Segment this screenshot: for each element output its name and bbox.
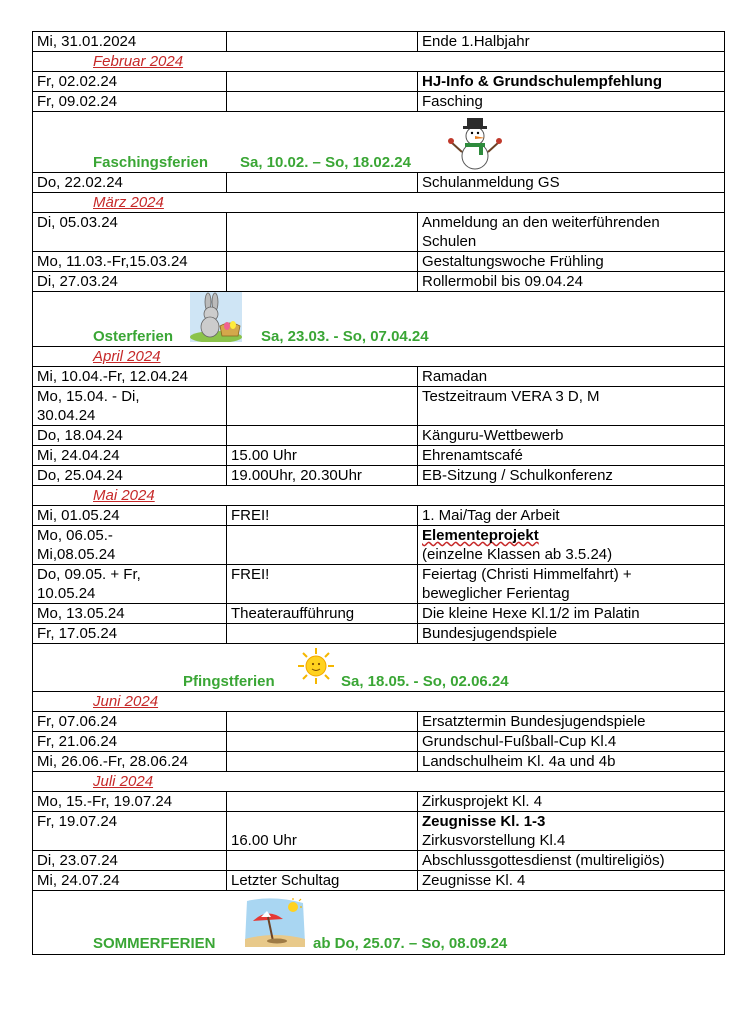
holiday-name: SOMMERFERIEN xyxy=(93,935,216,952)
holiday-dates: ab Do, 25.07. – So, 08.09.24 xyxy=(313,935,508,952)
table-row xyxy=(33,466,725,486)
event-cell: Ehrenamtscafé xyxy=(418,446,725,466)
month-header: Juni 2024 xyxy=(33,692,725,712)
date-line: 10.05.24 xyxy=(37,585,96,602)
event-cell: EB-Sitzung / Schulkonferenz xyxy=(418,466,725,486)
date-cell: Mi, 26.06.-Fr, 28.06.24 xyxy=(33,752,227,772)
event-cell: Testzeitraum VERA 3 D, M xyxy=(418,387,725,426)
holiday-name: Osterferien xyxy=(93,328,174,345)
holiday-row xyxy=(33,891,725,955)
time-cell: FREI! xyxy=(227,565,418,604)
event-cell: Känguru-Wettbewerb xyxy=(418,426,725,446)
event-cell: Bundesjugendspiele xyxy=(418,624,725,644)
holiday-row xyxy=(33,292,725,347)
snowman-icon xyxy=(445,114,505,172)
month-header-row xyxy=(33,692,725,712)
event-cell: 1. Mai/Tag der Arbeit xyxy=(418,506,725,526)
beach-umbrella-icon xyxy=(243,895,307,951)
table-row xyxy=(33,851,725,871)
month-header: Juli 2024 xyxy=(33,772,725,792)
table-row xyxy=(33,752,725,772)
event-line: beweglicher Ferientag xyxy=(422,585,570,602)
holiday-cell xyxy=(33,292,725,347)
table-row xyxy=(33,213,725,252)
table-row xyxy=(33,526,725,565)
calendar-table xyxy=(32,31,725,955)
table-row xyxy=(33,367,725,387)
event-cell: Ramadan xyxy=(418,367,725,387)
month-header: Mai 2024 xyxy=(33,486,725,506)
time-cell xyxy=(227,624,418,644)
event-cell: Ende 1.Halbjahr xyxy=(418,32,725,52)
holiday-cell xyxy=(33,891,725,955)
date-cell: Di, 23.07.24 xyxy=(33,851,227,871)
date-line: Mo, 06.05.- xyxy=(37,527,113,544)
table-row xyxy=(33,387,725,426)
table-row xyxy=(33,506,725,526)
time-cell xyxy=(227,272,418,292)
month-header-row xyxy=(33,772,725,792)
sun-icon xyxy=(296,646,336,686)
date-cell: Mi, 01.05.24 xyxy=(33,506,227,526)
table-row xyxy=(33,565,725,604)
event-line: Zeugnisse Kl. 1-3 xyxy=(422,813,546,830)
time-cell xyxy=(227,92,418,112)
time-cell: 19.00Uhr, 20.30Uhr xyxy=(227,466,418,486)
holiday-row xyxy=(33,644,725,692)
date-cell: Fr, 07.06.24 xyxy=(33,712,227,732)
date-cell: Mi, 31.01.2024 xyxy=(33,32,227,52)
holiday-dates: Sa, 23.03. - So, 07.04.24 xyxy=(261,328,429,345)
date-cell: Fr, 09.02.24 xyxy=(33,92,227,112)
date-cell: Di, 27.03.24 xyxy=(33,272,227,292)
event-line: Anmeldung an den weiterführenden xyxy=(422,214,660,231)
date-line: Mi,08.05.24 xyxy=(37,546,116,563)
time-cell xyxy=(227,752,418,772)
month-header-row xyxy=(33,52,725,72)
time-cell: 16.00 Uhr xyxy=(227,812,418,851)
date-cell: Do, 18.04.24 xyxy=(33,426,227,446)
event-cell: Rollermobil bis 09.04.24 xyxy=(418,272,725,292)
month-header-row xyxy=(33,193,725,213)
date-line: Mo, 15.04. - Di, xyxy=(37,388,140,405)
date-cell xyxy=(33,526,227,565)
date-cell: Fr, 19.07.24 xyxy=(33,812,227,851)
event-cell: Schulanmeldung GS xyxy=(418,173,725,193)
table-row xyxy=(33,92,725,112)
date-cell: Fr, 02.02.24 xyxy=(33,72,227,92)
month-header: März 2024 xyxy=(33,193,725,213)
table-row xyxy=(33,812,725,851)
holiday-dates: Sa, 10.02. – So, 18.02.24 xyxy=(240,154,411,171)
event-line: (einzelne Klassen ab 3.5.24) xyxy=(422,546,613,563)
event-cell: HJ-Info & Grundschulempfehlung xyxy=(418,72,725,92)
time-cell xyxy=(227,367,418,387)
table-row xyxy=(33,446,725,466)
holiday-name: Pfingstferien xyxy=(183,673,275,690)
event-cell: Landschulheim Kl. 4a und 4b xyxy=(418,752,725,772)
table-row xyxy=(33,426,725,446)
event-cell: Gestaltungswoche Frühling xyxy=(418,252,725,272)
event-cell: Abschlussgottesdienst (multireligiös) xyxy=(418,851,725,871)
time-cell xyxy=(227,792,418,812)
date-cell: Di, 05.03.24 xyxy=(33,213,227,252)
month-header-row xyxy=(33,347,725,367)
time-cell: FREI! xyxy=(227,506,418,526)
event-line: Elementeprojekt xyxy=(422,527,539,544)
table-row xyxy=(33,252,725,272)
holiday-row xyxy=(33,112,725,173)
holiday-cell xyxy=(33,644,725,692)
time-cell xyxy=(227,213,418,252)
month-header: Februar 2024 xyxy=(33,52,725,72)
date-line: 30.04.24 xyxy=(37,407,96,424)
date-cell xyxy=(33,387,227,426)
time-cell: 15.00 Uhr xyxy=(227,446,418,466)
event-line: Schulen xyxy=(422,233,477,250)
table-row xyxy=(33,173,725,193)
month-header: April 2024 xyxy=(33,347,725,367)
event-cell: Fasching xyxy=(418,92,725,112)
month-header-row xyxy=(33,486,725,506)
time-cell xyxy=(227,526,418,565)
date-cell: Fr, 17.05.24 xyxy=(33,624,227,644)
date-cell: Mo, 15.-Fr, 19.07.24 xyxy=(33,792,227,812)
time-cell xyxy=(227,426,418,446)
date-cell: Fr, 21.06.24 xyxy=(33,732,227,752)
event-cell xyxy=(418,213,725,252)
event-cell xyxy=(418,565,725,604)
event-cell: Ersatztermin Bundesjugendspiele xyxy=(418,712,725,732)
date-cell: Do, 22.02.24 xyxy=(33,173,227,193)
table-row xyxy=(33,712,725,732)
school-calendar xyxy=(32,31,724,955)
table-row xyxy=(33,72,725,92)
date-line: Do, 09.05. + Fr, xyxy=(37,566,141,583)
date-cell: Mo, 13.05.24 xyxy=(33,604,227,624)
table-row xyxy=(33,272,725,292)
holiday-name: Faschingsferien xyxy=(93,154,209,171)
date-cell: Mi, 24.07.24 xyxy=(33,871,227,891)
event-cell xyxy=(418,812,725,851)
table-row xyxy=(33,604,725,624)
time-cell xyxy=(227,712,418,732)
easter-bunny-icon xyxy=(190,292,242,342)
date-cell xyxy=(33,565,227,604)
holiday-dates: Sa, 18.05. - So, 02.06.24 xyxy=(341,673,509,690)
event-cell xyxy=(418,526,725,565)
table-row xyxy=(33,792,725,812)
event-cell: Zeugnisse Kl. 4 xyxy=(418,871,725,891)
date-cell: Mo, 11.03.-Fr,15.03.24 xyxy=(33,252,227,272)
time-cell xyxy=(227,173,418,193)
table-row xyxy=(33,871,725,891)
time-cell xyxy=(227,72,418,92)
date-cell: Do, 25.04.24 xyxy=(33,466,227,486)
event-line: Feiertag (Christi Himmelfahrt) + xyxy=(422,566,632,583)
event-cell: Zirkusprojekt Kl. 4 xyxy=(418,792,725,812)
time-cell: Theateraufführung xyxy=(227,604,418,624)
time-cell xyxy=(227,252,418,272)
event-cell: Grundschul-Fußball-Cup Kl.4 xyxy=(418,732,725,752)
holiday-cell xyxy=(33,112,725,173)
table-row xyxy=(33,732,725,752)
time-cell xyxy=(227,732,418,752)
time-cell xyxy=(227,851,418,871)
time-cell xyxy=(227,32,418,52)
table-row xyxy=(33,624,725,644)
table-row xyxy=(33,32,725,52)
date-cell: Mi, 10.04.-Fr, 12.04.24 xyxy=(33,367,227,387)
event-cell: Die kleine Hexe Kl.1/2 im Palatin xyxy=(418,604,725,624)
time-cell xyxy=(227,387,418,426)
time-cell: Letzter Schultag xyxy=(227,871,418,891)
event-line: Zirkusvorstellung Kl.4 xyxy=(422,832,566,849)
date-cell: Mi, 24.04.24 xyxy=(33,446,227,466)
